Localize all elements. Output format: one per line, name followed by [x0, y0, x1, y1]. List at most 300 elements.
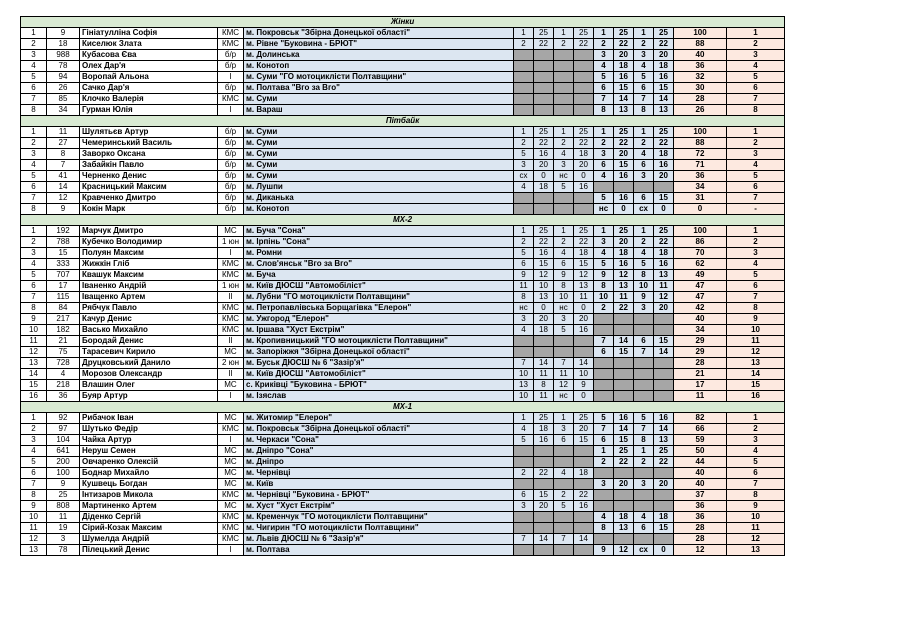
rank-cell: КМС — [218, 512, 244, 523]
stage2-result-cell: 13 — [654, 270, 674, 281]
club-city-cell: м. Кропивницький "ГО мотоциклісти Полтавщини" — [244, 336, 514, 347]
stage2-result-cell: 2 — [594, 303, 614, 314]
total-points-cell: 66 — [674, 424, 727, 435]
rank-cell: КМС — [218, 325, 244, 336]
stage1-empty-cell — [534, 204, 554, 215]
stage1-result-cell: нс — [554, 171, 574, 182]
stage1-result-cell: 1 — [554, 413, 574, 424]
final-place-cell: 7 — [727, 193, 785, 204]
table-row — [21, 204, 785, 215]
position-cell: 8 — [21, 105, 47, 116]
stage2-result-cell: 15 — [614, 83, 634, 94]
stage1-result-cell: 0 — [574, 171, 594, 182]
stage1-result-cell: 22 — [534, 138, 554, 149]
position-cell: 2 — [21, 39, 47, 50]
stage1-result-cell: 1 — [514, 226, 534, 237]
stage2-result-cell: 20 — [614, 237, 634, 248]
section-header — [21, 215, 785, 226]
rank-cell: б/р — [218, 160, 244, 171]
stage2-result-cell: 25 — [654, 226, 674, 237]
stage2-result-cell: 22 — [654, 457, 674, 468]
stage2-result-cell: 4 — [634, 61, 654, 72]
total-points-cell: 44 — [674, 457, 727, 468]
club-city-cell: м. Хуст "Хуст Екстрім" — [244, 501, 514, 512]
stage1-empty-cell — [534, 523, 554, 534]
stage1-empty-cell — [534, 457, 554, 468]
stage1-result-cell: 12 — [554, 380, 574, 391]
stage2-empty-cell — [634, 314, 654, 325]
stage2-empty-cell — [594, 534, 614, 545]
stage2-result-cell: 3 — [594, 50, 614, 61]
table-row — [21, 325, 785, 336]
stage1-empty-cell — [574, 105, 594, 116]
stage2-empty-cell — [654, 314, 674, 325]
final-place-cell: 7 — [727, 479, 785, 490]
final-place-cell: 7 — [727, 94, 785, 105]
stage2-result-cell: 15 — [614, 347, 634, 358]
table-row — [21, 479, 785, 490]
stage1-empty-cell — [534, 347, 554, 358]
club-city-cell: м. Запоріжжя "Збірна Донецької області" — [244, 347, 514, 358]
section-title: МХ-1 — [21, 402, 785, 413]
rider-name-cell: Киселюк Злата — [80, 39, 218, 50]
race-number-cell: 19 — [47, 523, 80, 534]
stage1-empty-cell — [514, 545, 534, 556]
table-row — [21, 523, 785, 534]
stage2-result-cell: 16 — [654, 413, 674, 424]
stage1-empty-cell — [514, 347, 534, 358]
table-row — [21, 39, 785, 50]
position-cell: 6 — [21, 468, 47, 479]
final-place-cell: 15 — [727, 380, 785, 391]
final-place-cell: - — [727, 204, 785, 215]
stage2-result-cell: 13 — [614, 105, 634, 116]
race-number-cell: 8 — [47, 149, 80, 160]
stage1-result-cell: 20 — [574, 160, 594, 171]
stage1-result-cell: 7 — [554, 534, 574, 545]
stage2-result-cell: 5 — [634, 72, 654, 83]
club-city-cell: м. Чернівці "Буковина - БРЮТ" — [244, 490, 514, 501]
race-number-cell: 218 — [47, 380, 80, 391]
race-number-cell: 988 — [47, 50, 80, 61]
stage2-result-cell: 20 — [654, 479, 674, 490]
table-row — [21, 424, 785, 435]
stage1-result-cell: 18 — [534, 182, 554, 193]
stage1-result-cell: 2 — [554, 39, 574, 50]
race-number-cell: 21 — [47, 336, 80, 347]
rider-name-cell: Васько Михайло — [80, 325, 218, 336]
total-points-cell: 40 — [674, 479, 727, 490]
stage2-result-cell: 18 — [654, 149, 674, 160]
stage1-empty-cell — [514, 72, 534, 83]
final-place-cell: 2 — [727, 138, 785, 149]
table-row — [21, 490, 785, 501]
stage2-result-cell: 18 — [614, 61, 634, 72]
stage2-result-cell: 4 — [634, 149, 654, 160]
race-number-cell: 9 — [47, 204, 80, 215]
stage2-result-cell: 16 — [654, 72, 674, 83]
final-place-cell: 1 — [727, 413, 785, 424]
total-points-cell: 62 — [674, 259, 727, 270]
stage1-result-cell: 20 — [534, 160, 554, 171]
stage2-result-cell: 6 — [594, 83, 614, 94]
stage1-result-cell: 20 — [534, 501, 554, 512]
rank-cell: КМС — [218, 28, 244, 39]
table-row — [21, 105, 785, 116]
stage1-result-cell: 10 — [534, 281, 554, 292]
table-row — [21, 292, 785, 303]
stage2-result-cell: 13 — [614, 281, 634, 292]
stage1-empty-cell — [554, 94, 574, 105]
final-place-cell: 12 — [727, 347, 785, 358]
stage2-result-cell: 8 — [594, 281, 614, 292]
table-row — [21, 160, 785, 171]
stage2-empty-cell — [614, 490, 634, 501]
stage1-empty-cell — [574, 72, 594, 83]
club-city-cell: м. Кременчук "ГО мотоциклісти Полтавщини" — [244, 512, 514, 523]
rider-name-cell: Морозов Олександр — [80, 369, 218, 380]
total-points-cell: 42 — [674, 303, 727, 314]
club-city-cell: м. Суми — [244, 160, 514, 171]
stage1-result-cell: 2 — [514, 39, 534, 50]
stage2-empty-cell — [594, 490, 614, 501]
stage2-result-cell: 7 — [634, 347, 654, 358]
position-cell: 1 — [21, 413, 47, 424]
position-cell: 4 — [21, 61, 47, 72]
stage1-empty-cell — [514, 523, 534, 534]
club-city-cell: м. Полтава — [244, 545, 514, 556]
stage1-result-cell: 0 — [574, 303, 594, 314]
rider-name-cell: Гініатулліна Софія — [80, 28, 218, 39]
total-points-cell: 36 — [674, 512, 727, 523]
stage1-result-cell: 4 — [514, 182, 534, 193]
stage1-result-cell: 12 — [534, 270, 554, 281]
stage2-result-cell: 15 — [654, 83, 674, 94]
stage1-result-cell: 18 — [574, 149, 594, 160]
final-place-cell: 1 — [727, 28, 785, 39]
stage1-result-cell: 5 — [514, 435, 534, 446]
table-row — [21, 127, 785, 138]
position-cell: 1 — [21, 226, 47, 237]
stage2-empty-cell — [654, 182, 674, 193]
table-row — [21, 468, 785, 479]
club-city-cell: м. Рівне "Буковина - БРЮТ" — [244, 39, 514, 50]
club-city-cell: м. Петропавлівська Борщагівка "Елерон" — [244, 303, 514, 314]
rider-name-cell: Кравченко Дмитро — [80, 193, 218, 204]
final-place-cell: 3 — [727, 149, 785, 160]
stage1-empty-cell — [534, 512, 554, 523]
stage1-result-cell: 1 — [514, 413, 534, 424]
club-city-cell: м. Київ ДЮСШ "Автомобіліст" — [244, 369, 514, 380]
final-place-cell: 8 — [727, 105, 785, 116]
table-row — [21, 545, 785, 556]
stage1-empty-cell — [514, 446, 534, 457]
rank-cell: КМС — [218, 94, 244, 105]
stage2-result-cell: 12 — [614, 545, 634, 556]
stage1-empty-cell — [534, 479, 554, 490]
rank-cell: МС — [218, 457, 244, 468]
stage2-empty-cell — [634, 380, 654, 391]
total-points-cell: 40 — [674, 314, 727, 325]
stage2-result-cell: 5 — [594, 413, 614, 424]
total-points-cell: 29 — [674, 336, 727, 347]
stage2-empty-cell — [634, 182, 654, 193]
stage1-result-cell: 22 — [574, 490, 594, 501]
rank-cell: б/р — [218, 204, 244, 215]
race-number-cell: 26 — [47, 83, 80, 94]
total-points-cell: 30 — [674, 83, 727, 94]
rider-name-cell: Кушвець Богдан — [80, 479, 218, 490]
total-points-cell: 26 — [674, 105, 727, 116]
rider-name-cell: Забайкін Павло — [80, 160, 218, 171]
race-number-cell: 115 — [47, 292, 80, 303]
table-row — [21, 72, 785, 83]
table-row — [21, 61, 785, 72]
stage1-empty-cell — [574, 479, 594, 490]
table-row — [21, 457, 785, 468]
stage1-empty-cell — [554, 523, 574, 534]
rider-name-cell: Чемеринський Василь — [80, 138, 218, 149]
stage1-result-cell: 2 — [514, 138, 534, 149]
stage1-result-cell: 9 — [514, 270, 534, 281]
table-row — [21, 259, 785, 270]
position-cell: 5 — [21, 270, 47, 281]
table-row — [21, 512, 785, 523]
race-number-cell: 788 — [47, 237, 80, 248]
position-cell: 13 — [21, 545, 47, 556]
club-city-cell: м. Суми — [244, 127, 514, 138]
stage1-result-cell: 7 — [514, 358, 534, 369]
club-city-cell: м. Житомир "Елерон" — [244, 413, 514, 424]
table-row — [21, 94, 785, 105]
stage2-empty-cell — [614, 325, 634, 336]
stage2-result-cell: 3 — [634, 479, 654, 490]
stage2-result-cell: 25 — [654, 446, 674, 457]
stage1-empty-cell — [574, 94, 594, 105]
table-row — [21, 226, 785, 237]
rider-name-cell: Боднар Михайло — [80, 468, 218, 479]
rank-cell: I — [218, 248, 244, 259]
stage2-result-cell: 13 — [654, 105, 674, 116]
rider-name-cell: Красницький Максим — [80, 182, 218, 193]
final-place-cell: 4 — [727, 446, 785, 457]
stage1-result-cell: 22 — [534, 468, 554, 479]
race-number-cell: 78 — [47, 545, 80, 556]
position-cell: 6 — [21, 281, 47, 292]
stage2-result-cell: 5 — [594, 193, 614, 204]
stage2-result-cell: 2 — [594, 457, 614, 468]
stage2-result-cell: 4 — [594, 171, 614, 182]
rank-cell: II — [218, 292, 244, 303]
rank-cell: б/р — [218, 171, 244, 182]
rank-cell: б/р — [218, 50, 244, 61]
table-row — [21, 28, 785, 39]
race-number-cell: 333 — [47, 259, 80, 270]
rider-name-cell: Клочко Валерія — [80, 94, 218, 105]
stage1-result-cell: 6 — [554, 259, 574, 270]
stage2-result-cell: 14 — [654, 94, 674, 105]
race-number-cell: 25 — [47, 490, 80, 501]
position-cell: 4 — [21, 259, 47, 270]
table-row — [21, 50, 785, 61]
stage1-empty-cell — [574, 457, 594, 468]
stage2-result-cell: 11 — [654, 281, 674, 292]
stage1-result-cell: 0 — [574, 391, 594, 402]
stage2-result-cell: 12 — [654, 292, 674, 303]
stage2-result-cell: 8 — [594, 105, 614, 116]
stage1-empty-cell — [554, 61, 574, 72]
stage2-result-cell: 10 — [634, 281, 654, 292]
table-row — [21, 83, 785, 94]
position-cell: 12 — [21, 347, 47, 358]
stage2-empty-cell — [654, 490, 674, 501]
stage1-result-cell: 1 — [514, 127, 534, 138]
rider-name-cell: Жижкін Гліб — [80, 259, 218, 270]
stage2-empty-cell — [654, 369, 674, 380]
total-points-cell: 32 — [674, 72, 727, 83]
stage2-empty-cell — [634, 391, 654, 402]
rider-name-cell: Овчаренко Олексій — [80, 457, 218, 468]
stage1-result-cell: 22 — [574, 39, 594, 50]
stage1-result-cell: 15 — [574, 435, 594, 446]
stage2-empty-cell — [634, 501, 654, 512]
total-points-cell: 36 — [674, 61, 727, 72]
stage2-result-cell: 5 — [634, 413, 654, 424]
stage1-empty-cell — [554, 72, 574, 83]
stage1-result-cell: 6 — [514, 259, 534, 270]
stage2-empty-cell — [654, 501, 674, 512]
rider-name-cell: Кубечко Володимир — [80, 237, 218, 248]
table-row — [21, 138, 785, 149]
table-row — [21, 435, 785, 446]
final-place-cell: 8 — [727, 490, 785, 501]
total-points-cell: 47 — [674, 292, 727, 303]
stage1-empty-cell — [534, 94, 554, 105]
stage2-result-cell: 16 — [614, 72, 634, 83]
stage2-result-cell: 6 — [594, 435, 614, 446]
final-place-cell: 4 — [727, 61, 785, 72]
rider-name-cell: Кубасова Єва — [80, 50, 218, 61]
stage1-result-cell: 6 — [514, 490, 534, 501]
stage1-result-cell: 4 — [554, 149, 574, 160]
stage1-result-cell: 22 — [534, 237, 554, 248]
stage2-result-cell: 2 — [634, 39, 654, 50]
section-title: МХ-2 — [21, 215, 785, 226]
stage1-result-cell: 10 — [554, 292, 574, 303]
stage2-result-cell: 1 — [634, 226, 654, 237]
stage1-result-cell: 6 — [554, 435, 574, 446]
stage1-empty-cell — [514, 479, 534, 490]
stage2-result-cell: 20 — [654, 171, 674, 182]
race-number-cell: 100 — [47, 468, 80, 479]
stage2-empty-cell — [634, 369, 654, 380]
final-place-cell: 12 — [727, 534, 785, 545]
stage1-result-cell: 15 — [534, 259, 554, 270]
rider-name-cell: Рябчук Павло — [80, 303, 218, 314]
stage1-empty-cell — [534, 545, 554, 556]
stage1-empty-cell — [514, 457, 534, 468]
position-cell: 5 — [21, 457, 47, 468]
club-city-cell: с. Криківці "Буковина - БРЮТ" — [244, 380, 514, 391]
stage1-result-cell: 13 — [574, 281, 594, 292]
stage1-result-cell: 2 — [514, 468, 534, 479]
stage2-result-cell: 3 — [634, 303, 654, 314]
position-cell: 7 — [21, 193, 47, 204]
club-city-cell: м. Лубни "ГО мотоциклісти Полтавщини" — [244, 292, 514, 303]
total-points-cell: 0 — [674, 204, 727, 215]
stage2-empty-cell — [614, 380, 634, 391]
stage2-result-cell: 1 — [634, 28, 654, 39]
stage2-result-cell: 6 — [634, 523, 654, 534]
stage1-result-cell: 25 — [574, 226, 594, 237]
stage1-empty-cell — [534, 193, 554, 204]
stage1-result-cell: 5 — [554, 182, 574, 193]
rank-cell: I — [218, 435, 244, 446]
stage2-result-cell: 18 — [614, 248, 634, 259]
final-place-cell: 9 — [727, 314, 785, 325]
rank-cell: КМС — [218, 259, 244, 270]
stage2-result-cell: 15 — [654, 523, 674, 534]
club-city-cell: м. Слов'янськ "Вго за Вго" — [244, 259, 514, 270]
final-place-cell: 3 — [727, 248, 785, 259]
stage2-result-cell: 2 — [634, 138, 654, 149]
section-header — [21, 116, 785, 127]
rider-name-cell: Друцковський Данило — [80, 358, 218, 369]
club-city-cell: м. Долинська — [244, 50, 514, 61]
stage1-result-cell: 15 — [534, 490, 554, 501]
stage1-result-cell: 20 — [574, 424, 594, 435]
race-number-cell: 7 — [47, 160, 80, 171]
club-city-cell: м. Лушпи — [244, 182, 514, 193]
final-place-cell: 13 — [727, 358, 785, 369]
rank-cell: МС — [218, 446, 244, 457]
stage2-result-cell: 0 — [654, 545, 674, 556]
stage2-empty-cell — [634, 490, 654, 501]
stage1-empty-cell — [534, 105, 554, 116]
stage2-result-cell: 4 — [634, 512, 654, 523]
stage2-result-cell: 7 — [594, 336, 614, 347]
total-points-cell: 34 — [674, 325, 727, 336]
rank-cell: КМС — [218, 314, 244, 325]
position-cell: 2 — [21, 424, 47, 435]
table-row — [21, 270, 785, 281]
final-place-cell: 2 — [727, 237, 785, 248]
stage2-empty-cell — [614, 501, 634, 512]
stage1-result-cell: 13 — [534, 292, 554, 303]
rider-name-cell: Воропай Альона — [80, 72, 218, 83]
stage2-empty-cell — [634, 534, 654, 545]
rank-cell: КМС — [218, 534, 244, 545]
rank-cell: I — [218, 391, 244, 402]
final-place-cell: 5 — [727, 72, 785, 83]
stage2-result-cell: 16 — [614, 193, 634, 204]
stage2-empty-cell — [614, 314, 634, 325]
stage2-empty-cell — [654, 534, 674, 545]
stage2-result-cell: нс — [594, 204, 614, 215]
stage1-result-cell: нс — [554, 391, 574, 402]
stage1-result-cell: 22 — [534, 39, 554, 50]
stage2-result-cell: 13 — [654, 435, 674, 446]
table-row — [21, 149, 785, 160]
stage2-empty-cell — [594, 314, 614, 325]
race-number-cell: 17 — [47, 281, 80, 292]
race-number-cell: 78 — [47, 61, 80, 72]
club-city-cell: м. Іршава "Хуст Екстрім" — [244, 325, 514, 336]
rider-name-cell: Шумелда Андрій — [80, 534, 218, 545]
stage1-result-cell: 4 — [554, 248, 574, 259]
rank-cell: 1 юн — [218, 237, 244, 248]
final-place-cell: 3 — [727, 50, 785, 61]
